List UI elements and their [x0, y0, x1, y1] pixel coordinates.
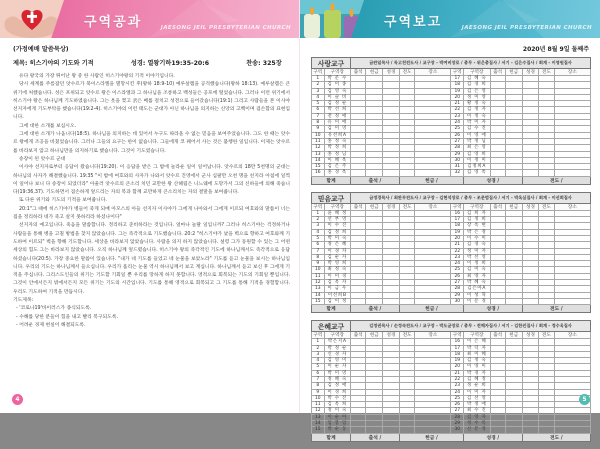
district-number: 3 [312, 223, 325, 229]
parish-staff: 금정경목사 / 최완무전도사 / 교구장 - 김현석장로 / 총무 - 조문범집사 / 서기 - 박옥심집사 / 회계 - 이선희집사 [351, 192, 591, 203]
leader-name: 김 정 애 [324, 383, 351, 389]
leader-name: 김 혜 숙 [464, 76, 491, 82]
district-number: 9 [312, 261, 325, 267]
heart-hands-photo-icon [0, 0, 64, 38]
lesson-paragraph: 송장이 된 앗수르 군대 [19, 156, 66, 162]
district-number: 20 [451, 364, 464, 370]
totals-label: 합계 [312, 433, 351, 441]
totals-label: 전도 / [522, 176, 590, 184]
column-header: 전도 [399, 332, 414, 339]
column-header: 출석 [351, 203, 366, 210]
district-number: 26 [451, 132, 464, 138]
lesson-paragraph: 이사야 선지자로부터 응답이 왔습니다(19:20). 이 응답을 받은 그 밤에 놀라운 일이 일어납니다. 앗수르의 18만 5천명의 군대는 하나님의 사자가 해결했습니다. 19:35 "이 밤에 여호와의 사자가 나와서 앗수르 진영에서 군사 십팔만 오천 명을 친지라 아침에 일찍이 일어나 보니 다 송장이 되었더라" 아울러 앗수르의 큰소리 치던 교만한 왕 산헤립은 니느웨에 도망가서 그의 신하들에 의해 죽습니다(19:36,37). 기도하면서 겸손하게 엎드리는 자의 복과 함께 교만하게 큰소리치는 자의 결말을 보여줍니다. [13, 165, 290, 196]
column-header: 전도 [399, 69, 414, 76]
leader-name: 김 혜 정 [464, 376, 491, 382]
lesson-paragraph: 또 다른 위기와 기도의 기적을 보여줍니다. [19, 198, 107, 204]
parish-table [311, 192, 591, 313]
totals-row [312, 305, 591, 313]
column-header: 헌금 [505, 203, 522, 210]
column-header: 구역 [452, 204, 462, 210]
report-date: 2020년 8월 9일 둘째주 [522, 46, 589, 53]
page-title: 구역보고 [384, 15, 443, 30]
district-number: 28 [451, 414, 464, 420]
district-number: 28 [451, 145, 464, 151]
district-number: 21 [451, 242, 464, 248]
parish-staff: 금완일목사 / 독고천전도사 / 교구장 - 박여비장로 / 총무 - 위은총집사 / 서기 - 김은수집사 / 회계 - 이영원집사 [351, 58, 591, 69]
totals-label: 성경 / [464, 305, 523, 313]
leader-name: 김 영 희 [464, 151, 491, 157]
district-number: 4 [312, 94, 325, 100]
leader-name: 유 미 애 [324, 120, 351, 126]
district-number: 14 [312, 157, 325, 163]
leader-name: 이 문 경 [464, 298, 491, 304]
column-header: 전도 [399, 203, 414, 210]
leader-name: 정 미 영 [464, 94, 491, 100]
lesson-scripture: 성경: 열왕기하19:35-20:6 [130, 60, 210, 67]
column-header-row [312, 69, 591, 76]
column-header: 구역장 [464, 203, 491, 210]
leader-name: 박 선 희 [324, 107, 351, 113]
district-number: 8 [312, 254, 325, 260]
leader-name: 김 미 영 [324, 126, 351, 132]
leader-name: 박 문 수 [324, 76, 351, 82]
leader-name: 박 미 숙 [324, 235, 351, 241]
column-header: 성경 [522, 203, 539, 210]
column-header: 성경 [522, 332, 539, 339]
district-number: 21 [451, 101, 464, 107]
district-number: 22 [451, 376, 464, 382]
lesson-paragraph: 선지자의 예고입니다. 죽음을 말씀합니다. 정리하고 준비하라는 것입니다. 얼마나 놀랄 일입니까? 그러나 히스기야는 걱정하거나 사람들을 통해 병을 고칠 방법을 찾지 않았습니다. 그는 즉각적으로 기도했습니다. 20:2 "히스기야가 낯을 벽으로 향하고 여호와께 기도하여 이르되" 벽을 향해 기도합니다. 세상을 바라보지 않았습니다. 사람을 의지 하지 않았습니다. 설령 그가 동원할 수 있는 그 어떤 세상의 힘도 그는 바라보지 않았습니다. 오직 하나님께 엎드렸습니다. 히스기야 왕의 즉각적인 기도에 하나님께서도 즉각적으로 응답하셨습니다(20:5). 가장 중요한 말씀이 있습니다. "내가 네 기도를 들었고 네 눈물을 보았노라" 기도를 듣고 눈물을 보시는 하나님입니다. 우리의 기도는 하나님께서 들으십니다. 우리가 흘리는 눈물 역시 하나님께서 보고 계십니다. 하나님께서 듣고 보신 후 그에게 기적을 주십니다. 그리스도인들의 위기는 기도할 기회일 뿐 우리를 망하게 하지 못합니다. 영적으로 회복되는 기도의 기회일 뿐입니다. 그것이 안에서든지 밖에서든지 모든 위기는 기도의 시간입니다. 기도를 통해 영적으로 회복되고 그 기도를 통해 기적을 경험합니다. 우리도 기도하여 기적을 만듭시다. [13, 223, 290, 295]
district-number: 1 [312, 339, 325, 345]
district-number: 4 [312, 358, 325, 364]
district-number: 26 [451, 273, 464, 279]
column-header: 구역장 [324, 203, 351, 210]
leader-name: 박 수 진 [324, 395, 351, 401]
column-header: 구역 [452, 70, 462, 75]
leader-name: 이 정 희 [464, 261, 491, 267]
leader-name: 황 정 숙 [464, 101, 491, 107]
leader-name: 정 혜 숙 [324, 376, 351, 382]
leader-name: 이 경 자 [324, 248, 351, 254]
totals-label: 출석 / [351, 305, 400, 313]
leader-name: 김 영 옥 [464, 170, 491, 176]
leader-name: 이 슬 비 [324, 94, 351, 100]
lesson-hymn: 찬송: 325장 [246, 60, 282, 67]
totals-label: 출석 / [351, 433, 400, 441]
column-header-row [312, 332, 591, 339]
column-header: 출석 [490, 69, 505, 76]
district-number: 18 [451, 82, 464, 88]
column-header: 장소 [415, 332, 451, 339]
leader-name: 신 문 경 [464, 427, 491, 433]
leader-name: 김 미 숙 [464, 267, 491, 273]
district-number: 23 [451, 383, 464, 389]
column-header: 출석 [490, 332, 505, 339]
district-number: 29 [451, 292, 464, 298]
column-header: 헌금 [366, 69, 383, 76]
district-number: 31 [451, 164, 464, 170]
leader-name: 박 정 애 [464, 402, 491, 408]
leader-name: 이 미 자 [464, 389, 491, 395]
district-number: 2 [312, 217, 325, 223]
leader-name: 김 옥 희 [324, 402, 351, 408]
prayer-item: - 수해를 당한 분들이 힘을 내고 빨리 복구되도록. [16, 314, 118, 320]
leader-name: 김 은 영 [464, 88, 491, 94]
leader-name: 최 미 혜 [464, 351, 491, 357]
church-name: JAESONG JEIL PRESBYTERIAN CHURCH [461, 25, 592, 31]
district-number: 21 [451, 370, 464, 376]
district-number: 30 [451, 298, 464, 304]
leader-name: 박 덕 자 [464, 345, 491, 351]
district-number: 22 [451, 107, 464, 113]
leader-name: 이 은 혜 [464, 339, 491, 345]
district-number: 6 [312, 242, 325, 248]
district-number: 17 [451, 76, 464, 82]
leader-name: 김 수 진 [464, 126, 491, 132]
leader-name: 홍 정 님 [324, 151, 351, 157]
lesson-banner [0, 0, 299, 38]
prayer-item: - 어려운 경제 현실이 해결되도록. [16, 322, 86, 328]
leader-name: 박 영 희 [324, 261, 351, 267]
column-header: 성경 [383, 69, 400, 76]
leader-name: 김 영 자 [464, 414, 491, 420]
leader-name: 김 미 종 [324, 82, 351, 88]
district-number: 19 [451, 358, 464, 364]
totals-label: 전도 / [522, 433, 590, 441]
district-number: 8 [312, 383, 325, 389]
lesson-title: 제목: 히스기야의 기도와 기적 [13, 60, 94, 67]
district-number: 9 [312, 389, 325, 395]
parish-name: 믿음교구 [312, 192, 351, 203]
leader-name: 장 옥 현 [464, 223, 491, 229]
parish-table [311, 320, 591, 441]
leader-name: 이 순 아 [324, 414, 351, 420]
district-number: 24 [451, 261, 464, 267]
totals-label: 합계 [312, 305, 351, 313]
leader-name: 홍 정 숙 [324, 138, 351, 144]
column-header: 헌금 [366, 203, 383, 210]
column-header: 구역 [313, 70, 323, 75]
lesson-paragraph: 20:1"그 때에 히스기야가 병들어 죽게 되매 아모스의 아들 선지자 이사야가 그에게 나아와서 그에게 이르되 여호와의 말씀이 너는 집을 정리하라 네가 죽고 살지 못하리라 하셨나이다" [13, 206, 290, 221]
report-tables [311, 57, 591, 442]
district-number: 11 [312, 402, 325, 408]
leader-name: 윤 혜 정 [324, 210, 351, 216]
leader-name: 임 봉 임 [324, 421, 351, 427]
district-number: 23 [451, 113, 464, 119]
district-number: 15 [312, 298, 325, 304]
column-header: 전도 [539, 203, 554, 210]
leader-name: 김 영 숙 [324, 88, 351, 94]
district-number: 18 [451, 351, 464, 357]
leader-name: 박 미 영 [324, 370, 351, 376]
leader-name: 이 정 미 [464, 157, 491, 163]
column-header: 출석 [351, 332, 366, 339]
leader-name: 이 금 우 [324, 286, 351, 292]
lesson-paragraphs [13, 73, 290, 297]
column-header: 구역장 [324, 69, 351, 76]
column-header: 전도 [539, 332, 554, 339]
district-number: 13 [312, 151, 325, 157]
column-header: 장소 [415, 69, 451, 76]
district-number: 13 [312, 414, 325, 420]
parish-name: 은혜교구 [312, 321, 351, 332]
district-number: 1 [312, 76, 325, 82]
district-number: 6 [312, 107, 325, 113]
prayer-list [13, 305, 290, 330]
report-content [311, 42, 591, 449]
prayer-heading: 기도제목: [13, 298, 34, 304]
district-number: 15 [312, 164, 325, 170]
totals-label: 헌금 / [399, 176, 463, 184]
column-header: 헌금 [505, 69, 522, 76]
district-number: 9 [312, 126, 325, 132]
column-header: 성경 [383, 203, 400, 210]
parish-header-row [312, 192, 591, 203]
district-number: 28 [451, 286, 464, 292]
leader-name: 신 경 자 [324, 351, 351, 357]
district-number: 18 [451, 223, 464, 229]
leader-name: 박 혜 숙 [464, 280, 491, 286]
district-number: 7 [312, 376, 325, 382]
leader-name: 정 미 자 [464, 248, 491, 254]
page-title: 구역공과 [84, 15, 143, 30]
lesson-subtitle: (가정예배 말씀묵상) [13, 46, 69, 53]
district-number: 27 [451, 280, 464, 286]
district-number: 16 [451, 339, 464, 345]
page-number-right: 5 [579, 394, 590, 405]
leader-name: 김 옥 자 [324, 280, 351, 286]
district-number: 24 [451, 389, 464, 395]
column-header: 출석 [490, 203, 505, 210]
district-number: 4 [312, 229, 325, 235]
leader-name: 이 수 미 [464, 235, 491, 241]
column-header: 전도 [539, 69, 554, 76]
leader-name: 김 정 숙 [464, 358, 491, 364]
leader-name: 김 정 순 [324, 101, 351, 107]
district-number: 10 [312, 395, 325, 401]
totals-label: 성경 / [464, 176, 523, 184]
lesson-content [13, 44, 290, 330]
totals-label: 헌금 / [399, 305, 463, 313]
district-number: 12 [312, 280, 325, 286]
lesson-page [0, 0, 300, 413]
column-header: 장소 [554, 203, 590, 210]
leader-name: 김 정 희 [464, 217, 491, 223]
totals-row [312, 176, 591, 184]
district-number: 1 [312, 210, 325, 216]
report-page [300, 0, 600, 441]
district-number: 29 [451, 151, 464, 157]
leader-name: 최 영 자 [464, 273, 491, 279]
leader-name: 이 혜 옥 [324, 157, 351, 163]
district-number: 16 [451, 210, 464, 216]
leader-name: 유선희A [324, 132, 351, 138]
leader-name: 이 정 숙 [464, 113, 491, 119]
district-number: 8 [312, 120, 325, 126]
district-number: 13 [312, 286, 325, 292]
leader-name: 이 영 애 [464, 132, 491, 138]
column-header: 구역장 [464, 332, 491, 339]
district-number: 2 [312, 82, 325, 88]
lesson-paragraph: 유다 왕국의 가장 뛰어난 왕 중 한 사람인 히스기야왕의 기적 이야기입니다. [19, 74, 175, 79]
leader-name: 이 영 미 [464, 364, 491, 370]
district-number: 30 [451, 427, 464, 433]
lesson-paragraph: 당시 세계를 주름잡던 앗수르가 북이스라엘을 멸망시킨 후(왕하 18:9-10) 예루살렘을 공격했습니다(왕하 18:13). 예루살렘은 큰 위기에 처했습니다. 성은 포위되고 앗수르 왕은 이스라엘과 그 하나님을 조롱하고 백성들은 공포에 떨었습니다. 그러나 이런 위기에서 히스기야 왕은 하나님께 기도하였습니다. 그는 옷을 찢고 굵은 베를 걸치고 성전으로 들어갔습니다(19:1) 그리고 사람들을 본 이사야 선지자에게 기도부탁을 했습니다(19:2-4). 히스기야의 이런 태도는 군대가 아닌 하나님을 의지하는 신앙의 고백이며 겸손함의 표현입니다. [13, 82, 290, 121]
leader-name: 최 수 진 [464, 408, 491, 414]
district-number: 5 [312, 101, 325, 107]
district-number: 5 [312, 364, 325, 370]
district-number: 15 [312, 427, 325, 433]
leader-name: 정 미 숙 [324, 408, 351, 414]
district-number: 19 [451, 88, 464, 94]
leader-name: 박 순 동 [324, 427, 351, 433]
leader-name: 박은지A [324, 339, 351, 345]
totals-label: 헌금 / [399, 433, 463, 441]
leader-name: 정 순 희 [464, 383, 491, 389]
leader-name: 박 정 희 [324, 145, 351, 151]
column-header: 성경 [522, 69, 539, 76]
district-number: 14 [312, 292, 325, 298]
district-number: 3 [312, 88, 325, 94]
district-number: 25 [451, 126, 464, 132]
leader-name: 정 수 록 [464, 421, 491, 427]
column-header: 헌금 [366, 332, 383, 339]
leader-name: 김은아A [464, 286, 491, 292]
district-number: 17 [451, 345, 464, 351]
district-number: 7 [312, 248, 325, 254]
district-number: 24 [451, 120, 464, 126]
district-number: 25 [451, 267, 464, 273]
leader-name: 이 성 혁 [464, 292, 491, 298]
district-number: 10 [312, 267, 325, 273]
lesson-title-line [13, 58, 282, 67]
district-number: 22 [451, 248, 464, 254]
district-number: 19 [451, 229, 464, 235]
leader-name: 최 정 숙 [324, 267, 351, 273]
district-number: 20 [451, 94, 464, 100]
prayer-item: - '코로나19'바이러스가 종식되도록. [16, 306, 92, 312]
page-number-left: 4 [12, 394, 23, 405]
column-header: 구역 [313, 333, 323, 339]
column-header: 장소 [415, 203, 451, 210]
candles-photo-icon [300, 0, 364, 38]
column-header: 출석 [351, 69, 366, 76]
district-number: 11 [312, 138, 325, 144]
column-header: 헌금 [505, 332, 522, 339]
district-number: 2 [312, 345, 325, 351]
leader-name: 김정희A [464, 164, 491, 170]
leader-name: 최 은 영 [464, 145, 491, 151]
leader-name: 박 정 순 [324, 345, 351, 351]
district-number: 29 [451, 421, 464, 427]
district-number: 10 [312, 132, 325, 138]
leader-name: 김 경 희 [464, 82, 491, 88]
leader-name: 김 경 숙 [464, 242, 491, 248]
leader-name: 박 은 정 [464, 229, 491, 235]
parish-staff: 김정권목사 / 손정숙전도사 / 교구장 - 박도균장로 / 총무 - 전해자집사 / 서기 - 김한진집사 / 회계 - 정수옥집사 [351, 321, 591, 332]
district-number: 17 [451, 217, 464, 223]
leader-name: 홍 경 옥 [324, 170, 351, 176]
district-number: 32 [451, 170, 464, 176]
parish-name: 사랑교구 [312, 58, 351, 69]
totals-row [312, 433, 591, 441]
report-banner [300, 0, 600, 38]
district-number: 16 [312, 170, 325, 176]
totals-label: 성경 / [464, 433, 523, 441]
district-number: 5 [312, 235, 325, 241]
lesson-paragraph: 그에 대한 소개를 보십시오. [19, 123, 77, 129]
column-header: 구역 [313, 204, 323, 210]
totals-label: 전도 / [522, 305, 590, 313]
leader-name: 정 은 혜 [324, 242, 351, 248]
district-number: 27 [451, 138, 464, 144]
district-number: 30 [451, 157, 464, 163]
leader-name: 이 미 경 [324, 273, 351, 279]
leader-name: 김 희 자 [464, 210, 491, 216]
parish-header-row [312, 58, 591, 69]
leader-name: 김 정 자 [464, 107, 491, 113]
district-number: 12 [312, 408, 325, 414]
leader-name: 이 경 희 [324, 389, 351, 395]
leader-name: 박 정 님 [464, 138, 491, 144]
leader-name: 김 영 미 [324, 358, 351, 364]
district-number: 20 [451, 235, 464, 241]
parish-header-row [312, 321, 591, 332]
district-number: 3 [312, 351, 325, 357]
column-header: 구역장 [464, 69, 491, 76]
leader-name: 김 은 주 [324, 164, 351, 170]
leader-name: 선 부 영 [324, 217, 351, 223]
lesson-paragraph: 그에 대한 소개가 나옵니다(18:5). 하나님을 의지하는 데 있어서 누구도 따라올 수 없는 믿음을 보여주었습니다. 그도 한 때는 앗수르 왕에게 조공을 바쳤었습니다. 그러나 그들의 요구는 한이 없습니다. 그들에게 코 꿰어서 사는 것은 불행한 일입니다. 이제는 앗수르를 바라보지 않고 하나님만을 의지하기로 했습니다. 그것이 기도였습니다. [13, 132, 290, 154]
district-number: 6 [312, 370, 325, 376]
column-header: 구역장 [324, 332, 351, 339]
leader-name: 김 정 희 [324, 229, 351, 235]
column-header: 장소 [554, 332, 590, 339]
church-name: JAESONG JEIL PRESBYTERIAN CHURCH [160, 25, 291, 31]
leader-name: 박 경 자 [464, 370, 491, 376]
district-number: 12 [312, 145, 325, 151]
district-number: 27 [451, 408, 464, 414]
leader-name: 이 수 진 [324, 223, 351, 229]
leader-name: 박 미 자 [464, 120, 491, 126]
district-number: 14 [312, 421, 325, 427]
leader-name: 이 순 자 [324, 364, 351, 370]
parish-table [311, 57, 591, 185]
totals-label: 출석 / [351, 176, 400, 184]
district-number: 26 [451, 402, 464, 408]
leader-name: 전 정 애 [324, 113, 351, 119]
leader-name: 김 선 영 [464, 395, 491, 401]
leader-name: 김 이 정 [324, 298, 351, 304]
district-number: 25 [451, 395, 464, 401]
leader-name: 박 선 영 [464, 254, 491, 260]
district-number: 7 [312, 113, 325, 119]
leader-name: 이선희B [324, 292, 351, 298]
district-number: 23 [451, 254, 464, 260]
district-number: 11 [312, 273, 325, 279]
leader-name: 김 순 자 [324, 254, 351, 260]
column-header-row [312, 203, 591, 210]
column-header: 성경 [383, 332, 400, 339]
column-header: 구역 [452, 333, 462, 339]
totals-label: 합계 [312, 176, 351, 184]
column-header: 장소 [554, 69, 590, 76]
